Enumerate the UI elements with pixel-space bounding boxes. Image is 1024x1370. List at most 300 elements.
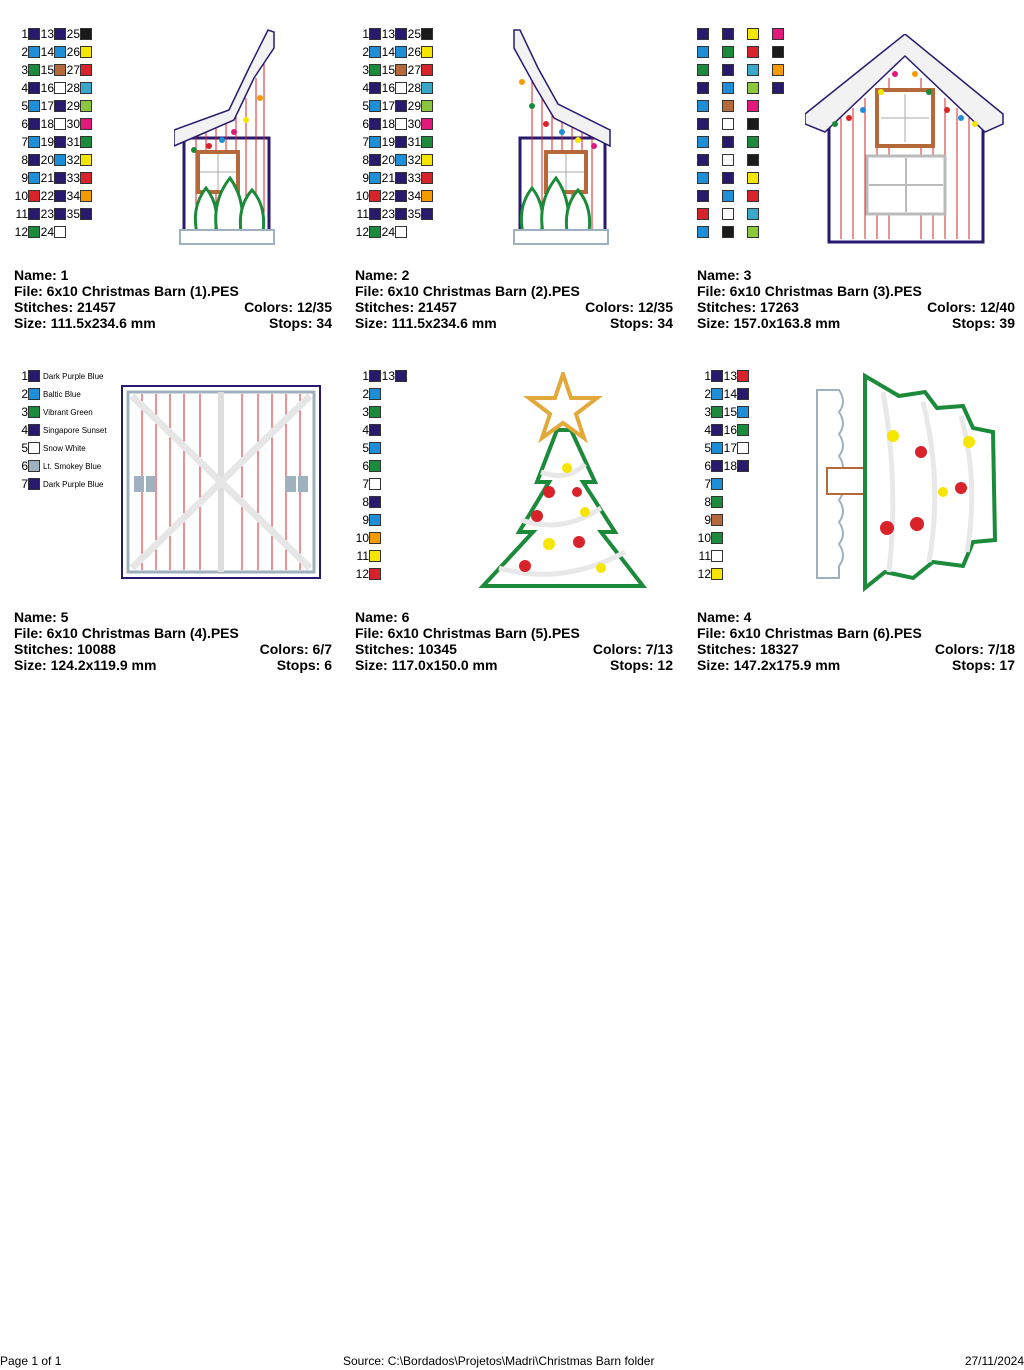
design-stitches: Stitches: 10088 bbox=[14, 641, 116, 657]
palette-row bbox=[14, 45, 92, 59]
palette-row bbox=[355, 495, 381, 509]
color-swatch bbox=[395, 154, 407, 166]
color-swatch bbox=[722, 172, 734, 184]
swatch-number: 9 bbox=[362, 513, 369, 527]
swatch-number: 12 bbox=[355, 567, 369, 581]
color-palette bbox=[697, 22, 807, 252]
design-colors: Colors: 12/40 bbox=[927, 299, 1015, 315]
color-swatch bbox=[28, 154, 40, 166]
color-swatch bbox=[421, 100, 433, 112]
design-file: File: 6x10 Christmas Barn (1).PES bbox=[14, 283, 239, 299]
palette-row bbox=[14, 63, 92, 77]
color-swatch bbox=[369, 172, 381, 184]
color-swatch bbox=[711, 424, 723, 436]
swatch-number: 30 bbox=[66, 117, 80, 131]
color-swatch bbox=[369, 388, 381, 400]
color-swatch bbox=[80, 64, 92, 76]
color-palette bbox=[697, 364, 807, 594]
color-swatch bbox=[28, 136, 40, 148]
color-swatch bbox=[395, 190, 407, 202]
color-swatch bbox=[369, 28, 381, 40]
color-swatch bbox=[747, 118, 759, 130]
color-swatch bbox=[369, 514, 381, 526]
palette-row bbox=[697, 81, 797, 95]
swatch-number: 3 bbox=[21, 405, 28, 419]
color-swatch bbox=[395, 118, 407, 130]
tree-side-design bbox=[813, 372, 999, 592]
color-swatch bbox=[697, 190, 709, 202]
swatch-number: 10 bbox=[14, 189, 28, 203]
design-stitches: Stitches: 18327 bbox=[697, 641, 799, 657]
swatch-number: 14 bbox=[381, 45, 395, 59]
color-swatch bbox=[28, 442, 40, 454]
design-colors: Colors: 12/35 bbox=[585, 299, 673, 315]
swatch-number: 13 bbox=[381, 27, 395, 41]
design-info bbox=[355, 267, 673, 331]
palette-row bbox=[697, 171, 772, 185]
swatch-number: 20 bbox=[381, 153, 395, 167]
palette-row bbox=[14, 27, 92, 41]
palette-row bbox=[355, 531, 381, 545]
swatch-number: 5 bbox=[704, 441, 711, 455]
swatch-number: 34 bbox=[66, 189, 80, 203]
palette-row bbox=[697, 423, 749, 437]
palette-row bbox=[697, 495, 723, 509]
swatch-number: 7 bbox=[362, 477, 369, 491]
design-colors: Colors: 6/7 bbox=[259, 641, 332, 657]
color-swatch bbox=[395, 82, 407, 94]
swatch-number: 12 bbox=[697, 567, 711, 581]
palette-row bbox=[14, 117, 92, 131]
color-swatch bbox=[54, 136, 66, 148]
swatch-number: 25 bbox=[66, 27, 80, 41]
palette-row bbox=[355, 81, 433, 95]
color-swatch bbox=[369, 478, 381, 490]
palette-row bbox=[697, 63, 797, 77]
color-swatch bbox=[711, 514, 723, 526]
swatch-number: 32 bbox=[66, 153, 80, 167]
color-swatch bbox=[737, 442, 749, 454]
thread-color-name: Baltic Blue bbox=[43, 389, 81, 399]
swatch-number: 32 bbox=[407, 153, 421, 167]
swatch-number: 33 bbox=[407, 171, 421, 185]
palette-row bbox=[697, 99, 772, 113]
color-swatch bbox=[395, 136, 407, 148]
color-swatch bbox=[369, 406, 381, 418]
color-swatch bbox=[369, 226, 381, 238]
color-swatch bbox=[28, 460, 40, 472]
color-swatch bbox=[369, 190, 381, 202]
swatch-number: 35 bbox=[66, 207, 80, 221]
design-size: Size: 111.5x234.6 mm bbox=[355, 315, 497, 331]
color-swatch bbox=[28, 406, 40, 418]
palette-row bbox=[697, 207, 772, 221]
color-swatch bbox=[747, 226, 759, 238]
source-path: Source: C:\Bordados\Projetos\Madri\Christmas Barn folder bbox=[343, 1354, 655, 1368]
palette-row bbox=[697, 117, 772, 131]
color-swatch bbox=[737, 406, 749, 418]
color-swatch bbox=[722, 100, 734, 112]
color-swatch bbox=[747, 154, 759, 166]
swatch-number: 33 bbox=[66, 171, 80, 185]
color-swatch bbox=[722, 208, 734, 220]
thread-color-name: Dark Purple Blue bbox=[43, 479, 104, 489]
swatch-number: 3 bbox=[704, 405, 711, 419]
color-palette bbox=[355, 22, 465, 252]
design-card-5 bbox=[355, 364, 685, 694]
swatch-number: 2 bbox=[362, 387, 369, 401]
palette-row bbox=[14, 441, 86, 455]
page-number: Page 1 of 1 bbox=[0, 1354, 62, 1368]
swatch-number: 11 bbox=[356, 549, 369, 563]
print-date: 27/11/2024 bbox=[964, 1354, 1024, 1368]
color-swatch bbox=[28, 46, 40, 58]
color-swatch bbox=[54, 46, 66, 58]
design-stops: Stops: 39 bbox=[951, 315, 1015, 331]
palette-row bbox=[14, 477, 103, 491]
color-swatch bbox=[369, 568, 381, 580]
color-swatch bbox=[395, 370, 407, 382]
color-swatch bbox=[28, 478, 40, 490]
swatch-number: 6 bbox=[362, 117, 369, 131]
swatch-number: 15 bbox=[381, 63, 395, 77]
palette-row bbox=[355, 567, 381, 581]
design-file: File: 6x10 Christmas Barn (4).PES bbox=[14, 625, 239, 641]
swatch-number: 13 bbox=[723, 369, 737, 383]
swatch-number: 5 bbox=[21, 441, 28, 455]
color-swatch bbox=[747, 82, 759, 94]
color-swatch bbox=[747, 100, 759, 112]
color-swatch bbox=[697, 136, 709, 148]
swatch-number: 16 bbox=[723, 423, 737, 437]
design-name: Name: 5 bbox=[14, 609, 69, 625]
design-file: File: 6x10 Christmas Barn (6).PES bbox=[697, 625, 922, 641]
swatch-number: 22 bbox=[40, 189, 54, 203]
color-swatch bbox=[737, 388, 749, 400]
design-stitches: Stitches: 21457 bbox=[14, 299, 116, 315]
color-swatch bbox=[369, 82, 381, 94]
swatch-number: 1 bbox=[21, 369, 28, 383]
palette-row bbox=[355, 423, 381, 437]
swatch-number: 7 bbox=[704, 477, 711, 491]
color-swatch bbox=[722, 118, 734, 130]
color-swatch bbox=[28, 226, 40, 238]
color-swatch bbox=[54, 172, 66, 184]
color-swatch bbox=[772, 82, 784, 94]
swatch-number: 7 bbox=[21, 477, 28, 491]
color-swatch bbox=[54, 100, 66, 112]
design-card-6 bbox=[697, 364, 1024, 694]
palette-row bbox=[14, 225, 66, 239]
swatch-number: 9 bbox=[362, 171, 369, 185]
swatch-number: 2 bbox=[362, 45, 369, 59]
color-swatch bbox=[772, 28, 784, 40]
color-swatch bbox=[80, 190, 92, 202]
color-swatch bbox=[722, 226, 734, 238]
swatch-number: 1 bbox=[704, 369, 711, 383]
swatch-number: 3 bbox=[21, 63, 28, 77]
palette-row bbox=[14, 369, 103, 383]
swatch-number: 21 bbox=[381, 171, 395, 185]
swatch-number: 14 bbox=[40, 45, 54, 59]
color-swatch bbox=[737, 370, 749, 382]
design-card-2 bbox=[355, 22, 685, 352]
color-swatch bbox=[28, 100, 40, 112]
color-palette bbox=[355, 364, 465, 594]
color-palette-named bbox=[14, 364, 124, 594]
palette-row bbox=[14, 423, 107, 437]
design-card-4 bbox=[14, 364, 344, 694]
color-swatch bbox=[711, 532, 723, 544]
swatch-number: 5 bbox=[362, 99, 369, 113]
color-swatch bbox=[369, 46, 381, 58]
color-swatch bbox=[747, 136, 759, 148]
palette-row bbox=[14, 171, 92, 185]
color-swatch bbox=[697, 172, 709, 184]
color-swatch bbox=[54, 226, 66, 238]
color-swatch bbox=[54, 82, 66, 94]
color-swatch bbox=[421, 46, 433, 58]
design-name: Name: 1 bbox=[14, 267, 69, 283]
color-swatch bbox=[421, 154, 433, 166]
color-swatch bbox=[80, 28, 92, 40]
palette-row bbox=[355, 549, 381, 563]
color-swatch bbox=[369, 460, 381, 472]
design-size: Size: 147.2x175.9 mm bbox=[697, 657, 841, 673]
palette-row bbox=[355, 387, 381, 401]
swatch-number: 28 bbox=[407, 81, 421, 95]
palette-row bbox=[697, 549, 723, 563]
swatch-number: 27 bbox=[407, 63, 421, 77]
swatch-number: 17 bbox=[723, 441, 737, 455]
color-swatch bbox=[28, 28, 40, 40]
color-swatch bbox=[369, 208, 381, 220]
color-swatch bbox=[369, 442, 381, 454]
swatch-number: 26 bbox=[66, 45, 80, 59]
palette-row bbox=[14, 387, 81, 401]
color-swatch bbox=[54, 154, 66, 166]
palette-row bbox=[355, 513, 381, 527]
swatch-number: 11 bbox=[15, 207, 28, 221]
color-swatch bbox=[54, 64, 66, 76]
palette-row bbox=[697, 189, 772, 203]
color-swatch bbox=[421, 172, 433, 184]
swatch-number: 15 bbox=[40, 63, 54, 77]
swatch-number: 31 bbox=[407, 135, 421, 149]
palette-row bbox=[355, 477, 381, 491]
color-swatch bbox=[28, 190, 40, 202]
palette-row bbox=[355, 153, 433, 167]
design-card-1 bbox=[14, 22, 344, 352]
color-swatch bbox=[711, 478, 723, 490]
design-stops: Stops: 6 bbox=[276, 657, 332, 673]
color-swatch bbox=[421, 64, 433, 76]
design-name: Name: 6 bbox=[355, 609, 410, 625]
barn-door-design bbox=[120, 384, 322, 580]
color-swatch bbox=[697, 64, 709, 76]
swatch-number: 11 bbox=[356, 207, 369, 221]
color-swatch bbox=[697, 154, 709, 166]
swatch-number: 8 bbox=[362, 495, 369, 509]
design-size: Size: 117.0x150.0 mm bbox=[355, 657, 498, 673]
swatch-number: 6 bbox=[21, 117, 28, 131]
color-swatch bbox=[697, 118, 709, 130]
palette-row bbox=[355, 171, 433, 185]
swatch-number: 20 bbox=[40, 153, 54, 167]
swatch-number: 2 bbox=[21, 387, 28, 401]
swatch-number: 16 bbox=[381, 81, 395, 95]
color-swatch bbox=[28, 370, 40, 382]
color-swatch bbox=[369, 136, 381, 148]
palette-row bbox=[697, 477, 723, 491]
color-swatch bbox=[395, 208, 407, 220]
swatch-number: 22 bbox=[381, 189, 395, 203]
barn-left-side-design bbox=[174, 28, 294, 250]
palette-row bbox=[14, 153, 92, 167]
design-stops: Stops: 17 bbox=[951, 657, 1015, 673]
barn-front-design bbox=[805, 34, 1005, 246]
color-swatch bbox=[395, 28, 407, 40]
palette-row bbox=[697, 135, 772, 149]
color-swatch bbox=[747, 190, 759, 202]
swatch-number: 5 bbox=[21, 99, 28, 113]
design-colors: Colors: 7/13 bbox=[592, 641, 673, 657]
color-swatch bbox=[421, 208, 433, 220]
color-swatch bbox=[772, 46, 784, 58]
color-swatch bbox=[747, 172, 759, 184]
palette-row bbox=[697, 405, 749, 419]
design-info bbox=[14, 609, 332, 673]
color-swatch bbox=[421, 190, 433, 202]
palette-row bbox=[14, 459, 101, 473]
palette-row bbox=[355, 135, 433, 149]
design-info bbox=[355, 609, 673, 673]
design-size: Size: 157.0x163.8 mm bbox=[697, 315, 841, 331]
swatch-number: 18 bbox=[723, 459, 737, 473]
color-swatch bbox=[421, 136, 433, 148]
color-swatch bbox=[369, 550, 381, 562]
color-swatch bbox=[747, 28, 759, 40]
palette-row bbox=[697, 225, 772, 239]
swatch-number: 8 bbox=[362, 153, 369, 167]
palette-row bbox=[14, 405, 93, 419]
palette-row bbox=[355, 27, 433, 41]
color-swatch bbox=[369, 496, 381, 508]
swatch-number: 4 bbox=[704, 423, 711, 437]
swatch-number: 18 bbox=[381, 117, 395, 131]
design-name: Name: 3 bbox=[697, 267, 752, 283]
color-swatch bbox=[697, 226, 709, 238]
swatch-number: 6 bbox=[21, 459, 28, 473]
barn-right-side-design bbox=[510, 28, 620, 250]
color-swatch bbox=[737, 424, 749, 436]
swatch-number: 23 bbox=[381, 207, 395, 221]
color-swatch bbox=[80, 118, 92, 130]
color-swatch bbox=[54, 28, 66, 40]
color-swatch bbox=[747, 64, 759, 76]
thread-color-name: Singapore Sunset bbox=[43, 425, 107, 435]
design-size: Size: 111.5x234.6 mm bbox=[14, 315, 156, 331]
palette-row bbox=[355, 459, 381, 473]
color-swatch bbox=[711, 460, 723, 472]
swatch-number: 8 bbox=[21, 153, 28, 167]
color-swatch bbox=[369, 424, 381, 436]
color-swatch bbox=[722, 136, 734, 148]
palette-row bbox=[14, 189, 92, 203]
swatch-number: 1 bbox=[362, 27, 369, 41]
color-swatch bbox=[369, 532, 381, 544]
color-swatch bbox=[28, 208, 40, 220]
color-swatch bbox=[80, 46, 92, 58]
color-swatch bbox=[80, 82, 92, 94]
color-swatch bbox=[722, 28, 734, 40]
swatch-number: 5 bbox=[362, 441, 369, 455]
swatch-number: 29 bbox=[407, 99, 421, 113]
palette-row bbox=[355, 369, 407, 383]
color-swatch bbox=[722, 82, 734, 94]
swatch-number: 4 bbox=[21, 423, 28, 437]
design-file: File: 6x10 Christmas Barn (2).PES bbox=[355, 283, 580, 299]
swatch-number: 12 bbox=[355, 225, 369, 239]
color-swatch bbox=[54, 118, 66, 130]
color-swatch bbox=[421, 118, 433, 130]
color-swatch bbox=[697, 28, 709, 40]
palette-row bbox=[355, 63, 433, 77]
color-swatch bbox=[421, 28, 433, 40]
palette-row bbox=[14, 135, 92, 149]
color-swatch bbox=[697, 46, 709, 58]
swatch-number: 13 bbox=[381, 369, 395, 383]
color-swatch bbox=[80, 100, 92, 112]
swatch-number: 21 bbox=[40, 171, 54, 185]
swatch-number: 23 bbox=[40, 207, 54, 221]
design-stops: Stops: 12 bbox=[609, 657, 673, 673]
color-swatch bbox=[369, 64, 381, 76]
color-swatch bbox=[697, 100, 709, 112]
palette-row bbox=[697, 45, 797, 59]
palette-row bbox=[355, 189, 433, 203]
swatch-number: 27 bbox=[66, 63, 80, 77]
palette-row bbox=[355, 99, 433, 113]
swatch-number: 4 bbox=[362, 81, 369, 95]
color-swatch bbox=[369, 100, 381, 112]
color-swatch bbox=[711, 370, 723, 382]
color-swatch bbox=[697, 82, 709, 94]
swatch-number: 31 bbox=[66, 135, 80, 149]
color-swatch bbox=[395, 100, 407, 112]
color-swatch bbox=[369, 370, 381, 382]
palette-row bbox=[14, 81, 92, 95]
color-swatch bbox=[395, 64, 407, 76]
color-swatch bbox=[369, 154, 381, 166]
design-info bbox=[697, 609, 1015, 673]
color-swatch bbox=[711, 568, 723, 580]
color-palette bbox=[14, 22, 124, 252]
palette-row bbox=[14, 207, 92, 221]
color-swatch bbox=[711, 388, 723, 400]
palette-row bbox=[697, 441, 749, 455]
palette-row bbox=[355, 225, 407, 239]
color-swatch bbox=[28, 82, 40, 94]
palette-row bbox=[355, 405, 381, 419]
design-stops: Stops: 34 bbox=[268, 315, 332, 331]
swatch-number: 26 bbox=[407, 45, 421, 59]
swatch-number: 10 bbox=[355, 531, 369, 545]
color-swatch bbox=[697, 208, 709, 220]
design-colors: Colors: 7/18 bbox=[934, 641, 1015, 657]
color-swatch bbox=[722, 154, 734, 166]
color-swatch bbox=[421, 82, 433, 94]
